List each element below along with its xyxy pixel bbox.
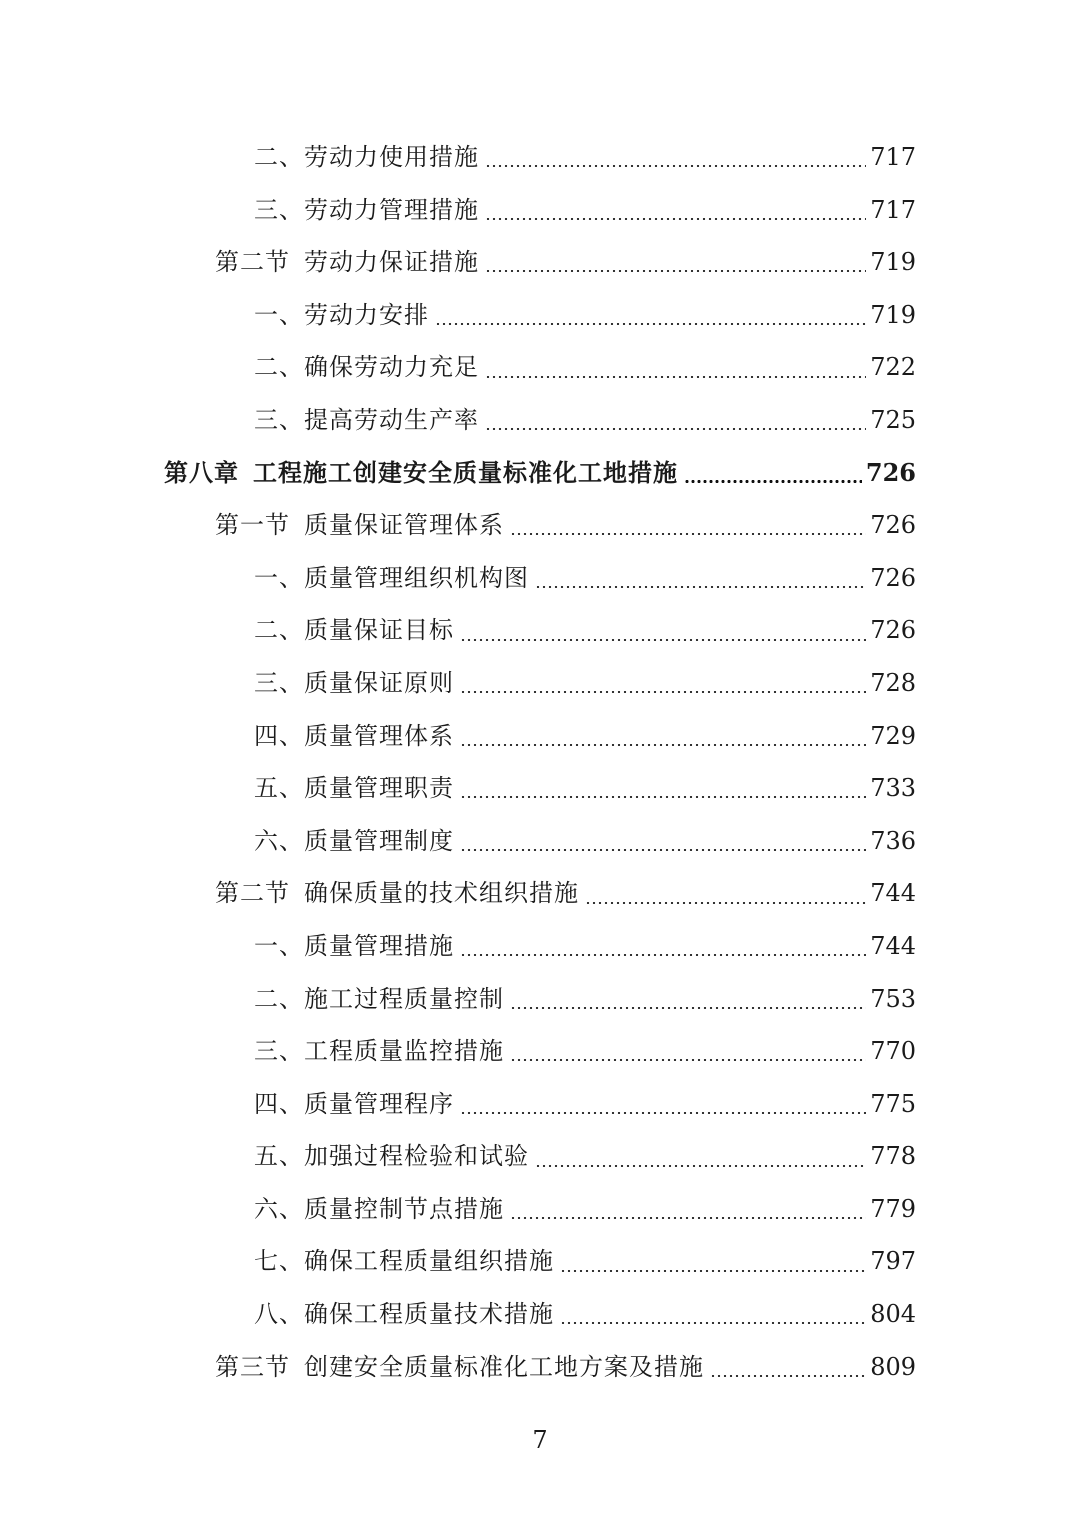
toc-entry-title: 六、质量控制节点措施 xyxy=(254,1194,504,1223)
toc-entry[interactable] xyxy=(0,1235,1080,1288)
dot-leader xyxy=(585,902,866,904)
page-number: 7 xyxy=(532,1426,548,1454)
toc-section-prefix: 第一节 xyxy=(215,511,290,540)
toc-entry-title xyxy=(215,499,504,552)
toc-entry-page: 717 xyxy=(870,143,916,171)
toc-entry-title: 五、加强过程检验和试验 xyxy=(254,1142,529,1171)
toc-section-prefix: 第二节 xyxy=(215,248,290,277)
toc-section-title: 创建安全质量标准化工地方案及措施 xyxy=(304,1352,704,1381)
toc-entry-title xyxy=(215,867,579,920)
toc-chapter-prefix: 第八章 xyxy=(164,457,239,487)
dot-leader xyxy=(460,1112,866,1114)
toc-entry[interactable] xyxy=(0,973,1080,1026)
toc-entry-title xyxy=(164,447,678,500)
toc-entry-page: 809 xyxy=(870,1352,916,1381)
dot-leader xyxy=(460,796,866,798)
toc-entry-page: 726 xyxy=(870,511,916,540)
toc-entry-title: 一、劳动力安排 xyxy=(254,300,429,329)
toc-entry-page: 797 xyxy=(870,1247,916,1276)
toc-entry[interactable] xyxy=(0,815,1080,868)
toc-entry-page: 729 xyxy=(870,721,916,750)
toc-entry[interactable] xyxy=(0,762,1080,815)
dot-leader xyxy=(460,849,866,851)
toc-entry-page: 804 xyxy=(870,1300,916,1329)
toc-entry[interactable] xyxy=(0,1078,1080,1131)
toc-section-entry[interactable] xyxy=(0,867,1080,920)
dot-leader xyxy=(460,691,866,693)
toc-entry-page: 744 xyxy=(870,879,916,908)
toc-section-prefix: 第二节 xyxy=(215,879,290,908)
toc-entry-title: 八、确保工程质量技术措施 xyxy=(254,1300,554,1329)
toc-chapter-title: 工程施工创建安全质量标准化工地措施 xyxy=(253,457,678,487)
toc-entry-title: 三、质量保证原则 xyxy=(254,668,454,697)
toc-entry-page: 736 xyxy=(870,826,916,855)
toc-entry[interactable] xyxy=(0,1288,1080,1341)
toc-section-entry[interactable] xyxy=(0,499,1080,552)
toc-section-prefix: 第三节 xyxy=(215,1352,290,1381)
toc-section-title: 劳动力保证措施 xyxy=(304,248,479,277)
toc-entry-page: 728 xyxy=(870,668,916,697)
toc-entry-page: 726 xyxy=(865,457,916,487)
toc-entry-title xyxy=(215,1341,704,1394)
toc-chapter-entry[interactable] xyxy=(0,447,1080,500)
toc-entry-page: 726 xyxy=(870,616,916,645)
dot-leader xyxy=(710,1375,866,1377)
toc-entry-title: 四、质量管理程序 xyxy=(254,1089,454,1118)
dot-leader xyxy=(560,1270,866,1272)
toc-entry[interactable] xyxy=(0,394,1080,447)
toc-entry-title: 二、质量保证目标 xyxy=(254,616,454,645)
toc-entry-title: 二、确保劳动力充足 xyxy=(254,353,479,382)
dot-leader xyxy=(460,639,866,641)
dot-leader xyxy=(510,1007,866,1009)
dot-leader xyxy=(510,1217,866,1219)
toc-entry-title: 六、质量管理制度 xyxy=(254,826,454,855)
toc-entry[interactable] xyxy=(0,604,1080,657)
dot-leader xyxy=(460,744,866,746)
toc-entry[interactable] xyxy=(0,289,1080,342)
toc-entry[interactable] xyxy=(0,131,1080,184)
table-of-contents xyxy=(0,131,1080,1393)
toc-entry[interactable] xyxy=(0,184,1080,237)
toc-section-title: 质量保证管理体系 xyxy=(304,511,504,540)
toc-entry-title: 三、提高劳动生产率 xyxy=(254,405,479,434)
dot-leader xyxy=(510,533,866,535)
dot-leader xyxy=(684,480,862,483)
toc-entry[interactable] xyxy=(0,710,1080,763)
toc-entry-title: 二、劳动力使用措施 xyxy=(254,143,479,171)
toc-entry[interactable] xyxy=(0,657,1080,710)
toc-entry-page: 733 xyxy=(870,774,916,803)
toc-entry[interactable] xyxy=(0,552,1080,605)
toc-entry-page: 726 xyxy=(870,563,916,592)
toc-entry-page: 722 xyxy=(870,353,916,382)
dot-leader xyxy=(435,323,866,325)
toc-section-title: 确保质量的技术组织措施 xyxy=(304,879,579,908)
toc-entry-page: 717 xyxy=(870,195,916,224)
dot-leader xyxy=(485,218,866,220)
toc-entry[interactable] xyxy=(0,920,1080,973)
toc-entry-page: 775 xyxy=(870,1089,916,1118)
dot-leader xyxy=(535,1165,866,1167)
toc-entry-title: 四、质量管理体系 xyxy=(254,721,454,750)
toc-entry-title: 一、质量管理措施 xyxy=(254,931,454,960)
toc-entry[interactable] xyxy=(0,1183,1080,1236)
toc-entry-page: 744 xyxy=(870,931,916,960)
toc-entry-page: 753 xyxy=(870,984,916,1013)
dot-leader xyxy=(460,954,866,956)
toc-entry-title: 三、劳动力管理措施 xyxy=(254,195,479,224)
dot-leader xyxy=(485,428,866,430)
toc-entry-page: 719 xyxy=(870,248,916,277)
toc-entry-page: 719 xyxy=(870,300,916,329)
dot-leader xyxy=(560,1322,866,1324)
toc-entry-title: 三、工程质量监控措施 xyxy=(254,1037,504,1066)
dot-leader xyxy=(535,586,866,588)
toc-section-entry[interactable] xyxy=(0,1341,1080,1394)
toc-entry-page: 770 xyxy=(870,1037,916,1066)
dot-leader xyxy=(510,1059,866,1061)
toc-entry[interactable] xyxy=(0,341,1080,394)
toc-entry-title: 五、质量管理职责 xyxy=(254,774,454,803)
toc-entry-title: 二、施工过程质量控制 xyxy=(254,984,504,1013)
toc-entry-title xyxy=(215,236,479,289)
toc-entry-page: 725 xyxy=(870,405,916,434)
dot-leader xyxy=(485,376,866,378)
toc-entry-title: 一、质量管理组织机构图 xyxy=(254,563,529,592)
toc-entry-page: 779 xyxy=(870,1194,916,1223)
toc-entry-title: 七、确保工程质量组织措施 xyxy=(254,1247,554,1276)
toc-section-entry[interactable] xyxy=(0,236,1080,289)
dot-leader xyxy=(485,165,866,167)
toc-entry[interactable] xyxy=(0,1025,1080,1078)
dot-leader xyxy=(485,270,866,272)
toc-entry[interactable] xyxy=(0,1130,1080,1183)
toc-entry-page: 778 xyxy=(870,1142,916,1171)
